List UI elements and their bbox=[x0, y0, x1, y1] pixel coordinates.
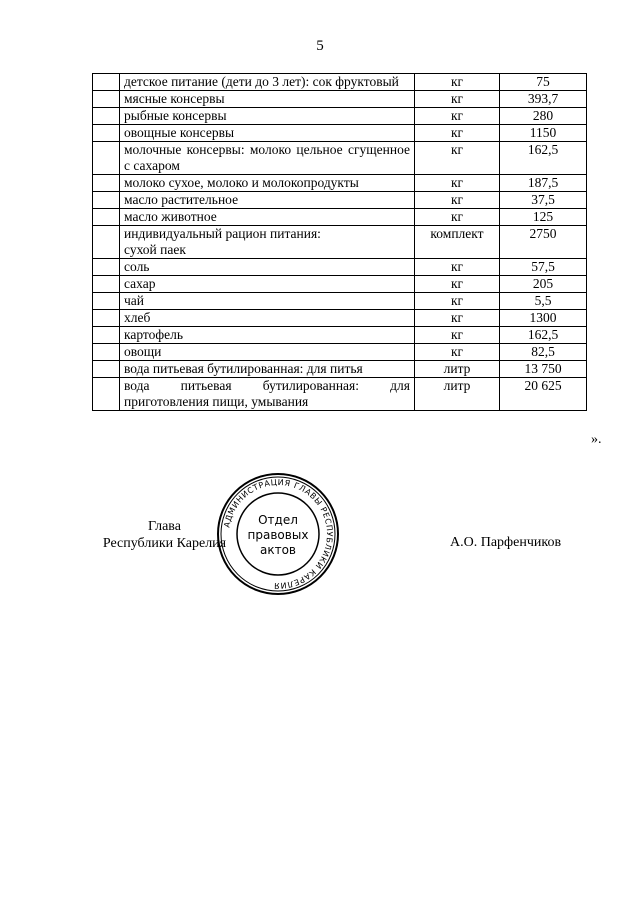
item-name-cell: сахар bbox=[120, 276, 415, 293]
row-number-cell bbox=[93, 293, 120, 310]
row-number-cell bbox=[93, 259, 120, 276]
unit-cell: кг bbox=[415, 344, 500, 361]
amount-cell: 37,5 bbox=[500, 192, 587, 209]
amount-cell: 1300 bbox=[500, 310, 587, 327]
row-number-cell bbox=[93, 125, 120, 142]
row-number-cell bbox=[93, 91, 120, 108]
row-number-cell bbox=[93, 310, 120, 327]
signatory-name: А.О. Парфенчиков bbox=[450, 535, 562, 550]
stamp-center-line2: правовых bbox=[247, 528, 309, 542]
row-number-cell bbox=[93, 344, 120, 361]
stamp-center-line1: Отдел bbox=[258, 513, 298, 527]
unit-cell: кг bbox=[415, 175, 500, 192]
table-row bbox=[93, 175, 587, 192]
item-name-cell: детское питание (дети до 3 лет): сок фруктовый bbox=[120, 74, 415, 91]
table-row bbox=[93, 361, 587, 378]
unit-cell: литр bbox=[415, 361, 500, 378]
item-name-cell: вода питьевая бутилированная: для приготовления пищи, умывания bbox=[120, 378, 415, 411]
unit-cell: кг bbox=[415, 142, 500, 175]
row-number-cell bbox=[93, 276, 120, 293]
item-name-cell: вода питьевая бутилированная: для питья bbox=[120, 361, 415, 378]
unit-cell: кг bbox=[415, 209, 500, 226]
amount-cell: 5,5 bbox=[500, 293, 587, 310]
item-name-cell: чай bbox=[120, 293, 415, 310]
table-row bbox=[93, 276, 587, 293]
row-number-cell bbox=[93, 209, 120, 226]
item-name-cell: соль bbox=[120, 259, 415, 276]
item-name-cell: картофель bbox=[120, 327, 415, 344]
table-row bbox=[93, 310, 587, 327]
table-row bbox=[93, 226, 587, 259]
table-row bbox=[93, 142, 587, 175]
amount-cell: 2750 bbox=[500, 226, 587, 259]
row-number-cell bbox=[93, 378, 120, 411]
amount-cell: 57,5 bbox=[500, 259, 587, 276]
unit-cell: кг bbox=[415, 259, 500, 276]
item-name-cell: мясные консервы bbox=[120, 91, 415, 108]
unit-cell: кг bbox=[415, 293, 500, 310]
item-name-cell: индивидуальный рацион питания: сухой паек bbox=[120, 226, 415, 259]
table-row bbox=[93, 125, 587, 142]
item-name-cell: молоко сухое, молоко и молокопродукты bbox=[120, 175, 415, 192]
table-row bbox=[93, 259, 587, 276]
item-name-cell: масло животное bbox=[120, 209, 415, 226]
item-name-cell: хлеб bbox=[120, 310, 415, 327]
amount-cell: 187,5 bbox=[500, 175, 587, 192]
item-name-cell: овощи bbox=[120, 344, 415, 361]
amount-cell: 1150 bbox=[500, 125, 587, 142]
table-row bbox=[93, 327, 587, 344]
stamp-ring-text: АДМИНИСТРАЦИЯ ГЛАВЫ РЕСПУБЛИКИ КАРЕЛИЯ bbox=[222, 477, 335, 591]
stamp-center-line3: актов bbox=[259, 543, 297, 557]
table-row bbox=[93, 192, 587, 209]
amount-cell: 280 bbox=[500, 108, 587, 125]
amount-cell: 162,5 bbox=[500, 142, 587, 175]
table-row bbox=[93, 209, 587, 226]
signatory-title-line1: Глава bbox=[148, 519, 181, 534]
item-name-cell: масло растительное bbox=[120, 192, 415, 209]
item-name-cell: рыбные консервы bbox=[120, 108, 415, 125]
table-row bbox=[93, 293, 587, 310]
unit-cell: кг bbox=[415, 192, 500, 209]
table-row bbox=[93, 344, 587, 361]
row-number-cell bbox=[93, 192, 120, 209]
item-name-cell: овощные консервы bbox=[120, 125, 415, 142]
unit-cell: кг bbox=[415, 310, 500, 327]
row-number-cell bbox=[93, 142, 120, 175]
amount-cell: 82,5 bbox=[500, 344, 587, 361]
table-row bbox=[93, 108, 587, 125]
signatory-title-line2: Республики Карелия bbox=[102, 536, 227, 551]
amount-cell: 13 750 bbox=[500, 361, 587, 378]
row-number-cell bbox=[93, 108, 120, 125]
unit-cell: кг bbox=[415, 327, 500, 344]
row-number-cell bbox=[93, 327, 120, 344]
table-row bbox=[93, 74, 587, 91]
page-number: 5 bbox=[316, 38, 324, 54]
table-row bbox=[93, 378, 587, 411]
row-number-cell bbox=[93, 361, 120, 378]
row-number-cell bbox=[93, 74, 120, 91]
unit-cell: кг bbox=[415, 91, 500, 108]
row-number-cell bbox=[93, 226, 120, 259]
row-number-cell bbox=[93, 175, 120, 192]
supply-table bbox=[92, 73, 587, 411]
amount-cell: 125 bbox=[500, 209, 587, 226]
unit-cell: кг bbox=[415, 276, 500, 293]
item-name-cell: молочные консервы: молоко цельное сгущенное с сахаром bbox=[120, 142, 415, 175]
unit-cell: литр bbox=[415, 378, 500, 411]
unit-cell: кг bbox=[415, 108, 500, 125]
amount-cell: 75 bbox=[500, 74, 587, 91]
amount-cell: 393,7 bbox=[500, 91, 587, 108]
unit-cell: комплект bbox=[415, 226, 500, 259]
amount-cell: 20 625 bbox=[500, 378, 587, 411]
official-stamp bbox=[214, 470, 342, 598]
amount-cell: 205 bbox=[500, 276, 587, 293]
closing-quote: ». bbox=[591, 432, 602, 447]
table-row bbox=[93, 91, 587, 108]
unit-cell: кг bbox=[415, 125, 500, 142]
unit-cell: кг bbox=[415, 74, 500, 91]
amount-cell: 162,5 bbox=[500, 327, 587, 344]
